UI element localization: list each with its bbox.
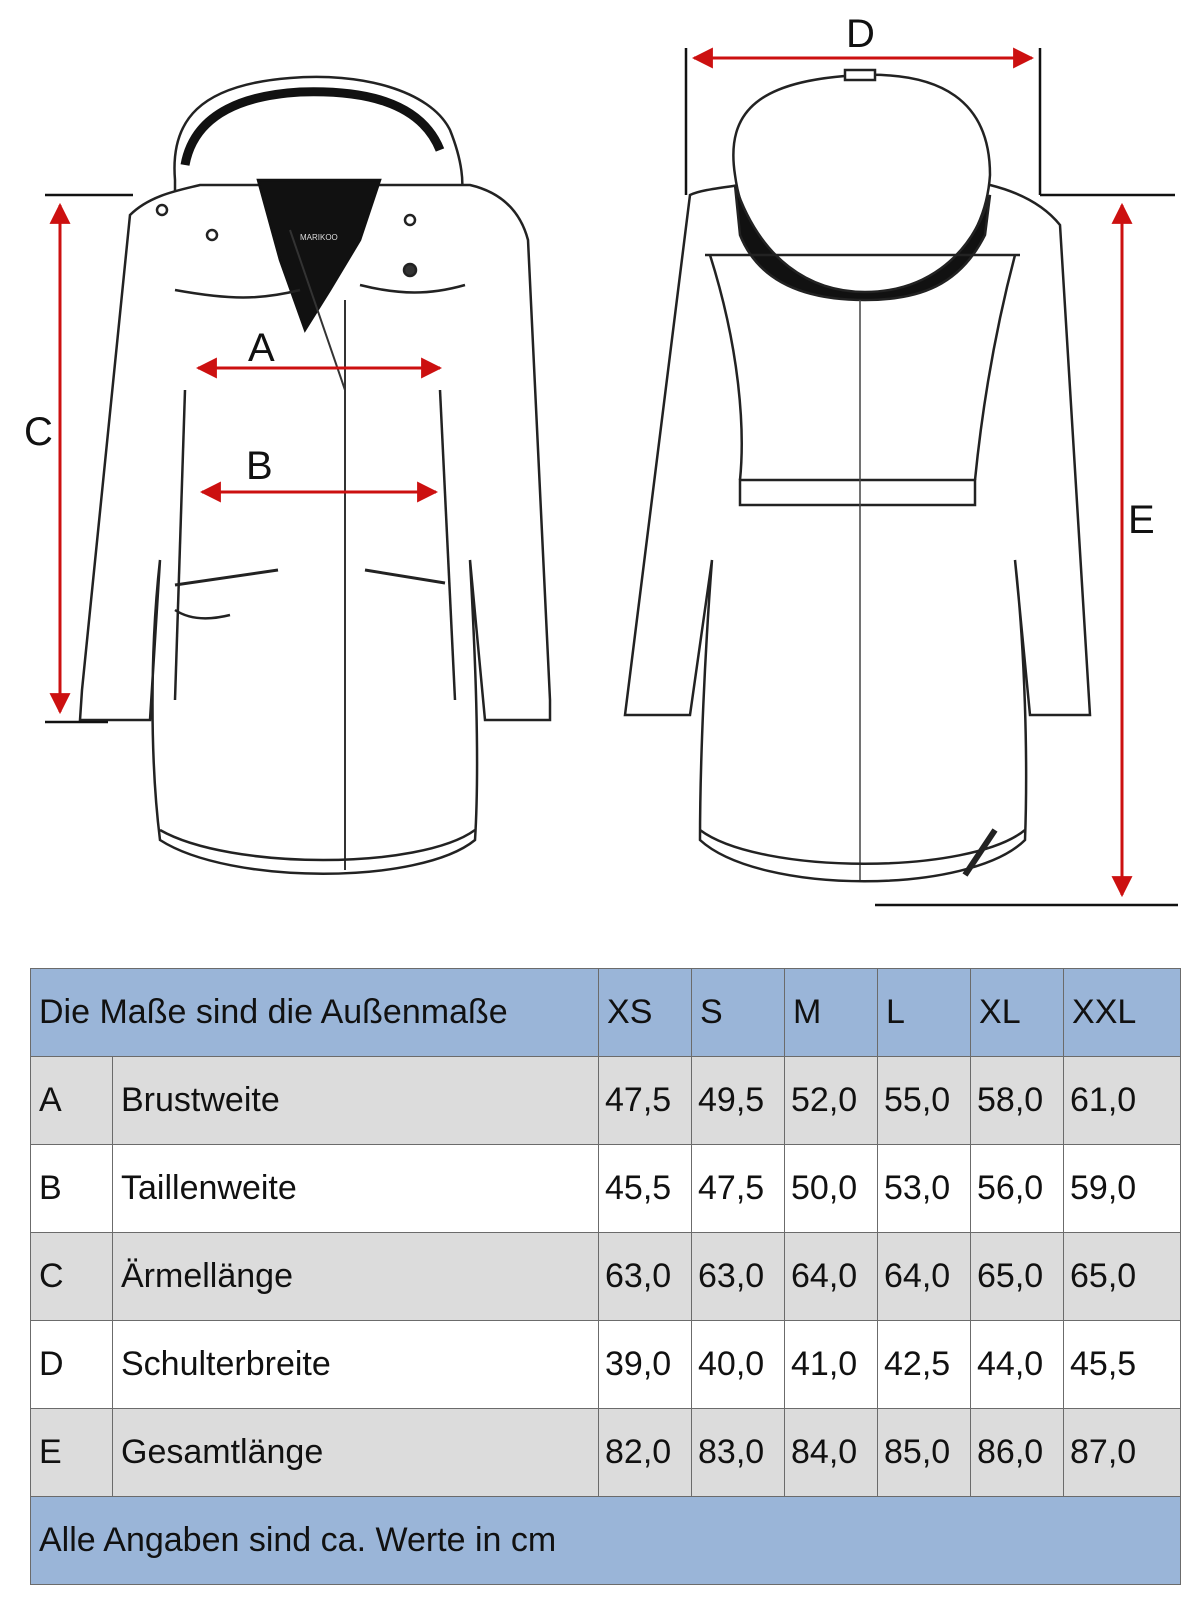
label-c: C: [24, 410, 53, 454]
table-cell: 63,0: [599, 1233, 692, 1321]
table-cell: 84,0: [785, 1409, 878, 1497]
table-row: [31, 1145, 1181, 1233]
row-name: Gesamtlänge: [113, 1409, 599, 1497]
table-footnote: Alle Angaben sind ca. Werte in cm: [31, 1497, 1181, 1585]
table-cell: 85,0: [878, 1409, 971, 1497]
jacket-front-view: [80, 77, 550, 874]
label-d: D: [846, 12, 875, 56]
table-cell: 61,0: [1064, 1057, 1181, 1145]
row-code: E: [31, 1409, 113, 1497]
table-cell: 40,0: [692, 1321, 785, 1409]
size-header: M: [785, 969, 878, 1057]
size-header: XS: [599, 969, 692, 1057]
table-row: [31, 1057, 1181, 1145]
table-cell: 65,0: [971, 1233, 1064, 1321]
table-cell: 41,0: [785, 1321, 878, 1409]
table-cell: 45,5: [599, 1145, 692, 1233]
table-header-row: [31, 969, 1181, 1057]
jacket-back-view: [625, 70, 1090, 881]
row-code: A: [31, 1057, 113, 1145]
size-chart-table: [30, 968, 1181, 1585]
size-header: XXL: [1064, 969, 1181, 1057]
label-b: B: [246, 444, 273, 488]
label-a: A: [248, 326, 275, 370]
table-cell: 49,5: [692, 1057, 785, 1145]
table-row: [31, 1409, 1181, 1497]
table-cell: 86,0: [971, 1409, 1064, 1497]
row-name: Taillenweite: [113, 1145, 599, 1233]
row-code: D: [31, 1321, 113, 1409]
table-cell: 47,5: [692, 1145, 785, 1233]
size-header: L: [878, 969, 971, 1057]
table-title: Die Maße sind die Außenmaße: [31, 969, 599, 1057]
table-cell: 87,0: [1064, 1409, 1181, 1497]
table-cell: 64,0: [878, 1233, 971, 1321]
table-cell: 52,0: [785, 1057, 878, 1145]
table-cell: 56,0: [971, 1145, 1064, 1233]
table-cell: 55,0: [878, 1057, 971, 1145]
table-row: [31, 1233, 1181, 1321]
table-cell: 53,0: [878, 1145, 971, 1233]
table-cell: 82,0: [599, 1409, 692, 1497]
table-cell: 45,5: [1064, 1321, 1181, 1409]
table-cell: 42,5: [878, 1321, 971, 1409]
table-cell: 44,0: [971, 1321, 1064, 1409]
table-cell: 59,0: [1064, 1145, 1181, 1233]
row-code: B: [31, 1145, 113, 1233]
size-table: [30, 968, 1180, 1585]
table-cell: 39,0: [599, 1321, 692, 1409]
table-cell: 83,0: [692, 1409, 785, 1497]
row-name: Schulterbreite: [113, 1321, 599, 1409]
row-name: Brustweite: [113, 1057, 599, 1145]
row-name: Ärmellänge: [113, 1233, 599, 1321]
table-row: [31, 1321, 1181, 1409]
row-code: C: [31, 1233, 113, 1321]
table-cell: 64,0: [785, 1233, 878, 1321]
table-cell: 63,0: [692, 1233, 785, 1321]
table-cell: 47,5: [599, 1057, 692, 1145]
table-cell: 50,0: [785, 1145, 878, 1233]
size-header: S: [692, 969, 785, 1057]
label-e: E: [1128, 498, 1155, 542]
table-footer-row: [31, 1497, 1181, 1585]
size-header: XL: [971, 969, 1064, 1057]
table-cell: 65,0: [1064, 1233, 1181, 1321]
table-cell: 58,0: [971, 1057, 1064, 1145]
logo-label: MARIKOO: [300, 233, 338, 242]
